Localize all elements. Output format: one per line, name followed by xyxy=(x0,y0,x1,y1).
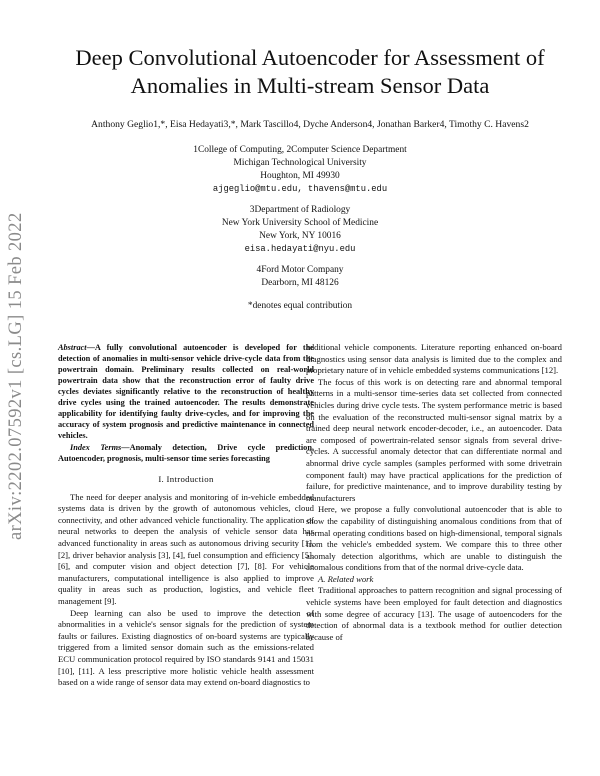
section-heading-introduction: I. Introduction xyxy=(158,474,214,484)
paragraph: The need for deeper analysis and monitoring of in-vehicle embedded systems data is driven by the growth of autonomous vehicles, cloud connectivity, and other advanced vehicle functionality. The application of neural networks to deepen the analysis of vehicle sensor data has advanced functionality in areas such as autonomous driving security [1], [2], driver behavior analysis [3], [4], fuel consumption and efficiency [5], [6], and computer vision and object detection [7], [8]. For vehicle manufacturers, computational intelligence is also applied to improve quality in areas such as production, logistics, and vehicle fleet management [9]. xyxy=(58,491,314,606)
paper-title xyxy=(40,44,580,100)
abstract xyxy=(58,342,314,441)
affiliation-line: Houghton, MI 49930 xyxy=(260,171,340,181)
paragraph: Traditional approaches to pattern recognition and signal processing of vehicle systems have been employed for fault detection and diagnostics with some degree of accuracy [13]. The usage of autoencoders for the detection of abnormal data is a textbook method for outlier detection because of xyxy=(306,585,562,642)
paragraph: additional vehicle components. Literature reporting enhanced on-board diagnostics using sensor data analysis is limited due to the complex and proprietary nature of in vehicle embedded systems communications [12]. xyxy=(306,342,562,376)
equal-contribution-note: *denotes equal contribution xyxy=(247,301,353,311)
affiliation-line: New York University School of Medicine xyxy=(221,218,379,228)
author-list: Anthony Geglio1,*, Eisa Hedayati3,*, Mark Tascillo4, Dyche Anderson4, Jonathan Barker4, Timothy C. Havens2 xyxy=(91,119,529,130)
affiliation-line: New York, NY 10016 xyxy=(259,231,341,241)
affiliation-line: Dearborn, MI 48126 xyxy=(261,278,339,288)
email-line[interactable]: eisa.hedayati@nyu.edu xyxy=(244,244,356,254)
arxiv-stamp[interactable]: arXiv:2202.07592v1 [cs.LG] 15 Feb 2022 xyxy=(6,212,26,540)
affiliation-ford xyxy=(90,264,510,290)
affiliation-line: Michigan Technological University xyxy=(233,158,367,168)
affiliation-line: 4Ford Motor Company xyxy=(256,265,344,275)
subsection-heading-related-work: A. Related work xyxy=(318,573,374,584)
left-column xyxy=(58,342,314,689)
affiliation-nyu xyxy=(90,204,510,256)
affiliation-mtu xyxy=(90,144,510,196)
index-terms xyxy=(58,442,314,464)
index-terms-text: —Anomaly detection, Drive cycle prediction, Autoencoder, prognosis, multi-sensor time series forecasting xyxy=(58,443,315,463)
paragraph: Here, we propose a fully convolutional autoencoder that is able to show the capability of distinguishing anomalous conditions from that of normal operating conditions based on high-dimensional, temporal signals from the vehicle's embedded system. We compare this to three other anomaly detection algorithms, which are unable to distinguish the anomalous conditions from that of the normal drive-cycle data. xyxy=(306,504,562,573)
affiliation-line: 3Department of Radiology xyxy=(249,205,351,215)
affiliation-line: 1College of Computing, 2Computer Science Department xyxy=(193,145,407,155)
index-terms-label: Index Terms xyxy=(70,443,122,452)
email-line[interactable]: ajgeglio@mtu.edu, thavens@mtu.edu xyxy=(212,184,388,194)
paragraph: Deep learning can also be used to improve the detection of abnormalities in a vehicle's sensor signals for the prediction of system faults or failures. Existing diagnostics of on-board systems are typically triggered from a limited sensor domain such as the emissions-related ECU communication protocol required by ISO standards 9141 and 15031 [10], [11]. A less prescriptive more holistic vehicle health assessment based on a wide range of sensor data may extend on-board diagnostics to xyxy=(58,607,314,688)
abstract-label: Abstract xyxy=(58,343,87,352)
title-line-2: Anomalies in Multi-stream Sensor Data xyxy=(130,73,490,98)
title-line-1: Deep Convolutional Autoencoder for Assessment of xyxy=(75,45,545,70)
paragraph: The focus of this work is on detecting rare and abnormal temporal patterns in a multi-sensor time-series data set collected from connected vehicles during drive cycle tests. The system performance metric is based on the evaluation of the reconstructed multi-sensor signal matrix by a trained deep neural network encoder-decoder, i.e., an autoencoder. Data are composed of powertrain-related sensor signals from several drive-cycles. A successful anomaly detector that can differentiate normal and abnormal drive cycle samples (samples performed with some drivetrain component fault) may have practical applications for the prediction of failure, for predictive maintenance, and to improve durability testing by manufacturers xyxy=(306,376,562,503)
right-column xyxy=(306,342,562,643)
abstract-text: —A fully convolutional autoencoder is developed for the detection of anomalies in multi-sensor vehicle drive-cycle data from the powertrain domain. Preliminary results collected on real-world powertrain data show that the reconstruction error of faulty drive cycles deviates significantly relative to the reconstruction of healthy drive cycles using the trained autoencoder. The results demonstrate applicability for identifying faulty drive-cycles, and for improving the accuracy of system prognosis and predictive maintenance in connected vehicles. xyxy=(58,343,314,440)
